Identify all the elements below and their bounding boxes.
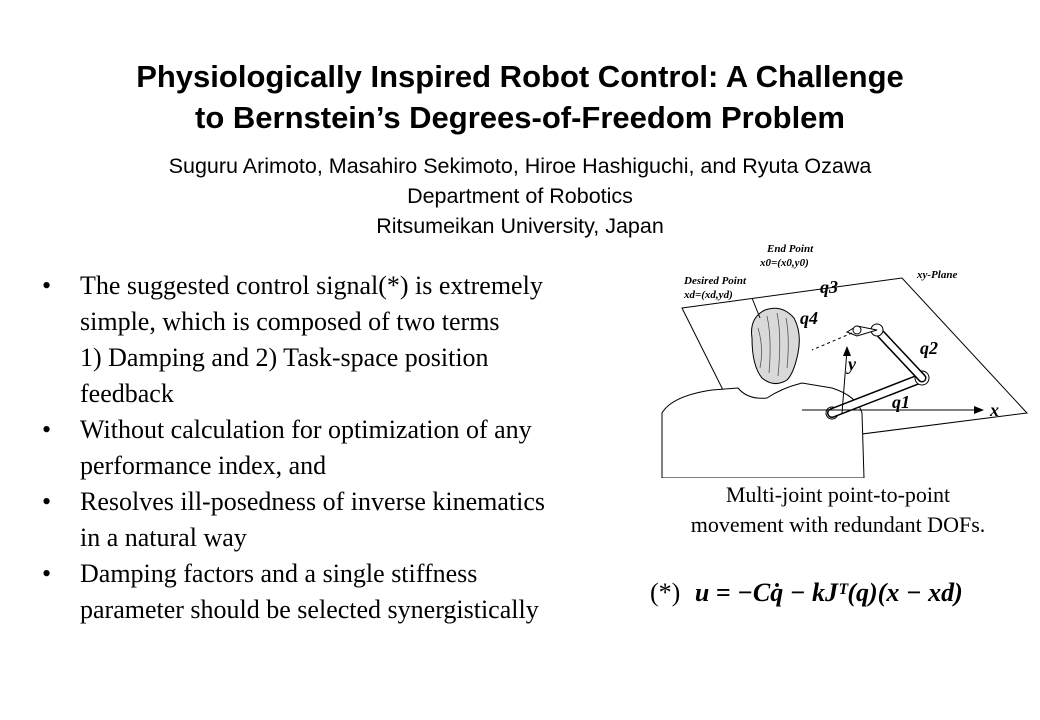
person-body (662, 383, 864, 478)
bullet-line: Damping factors and a single stiffness (80, 559, 478, 588)
bullet-line: Resolves ill-posedness of inverse kinematics (80, 487, 546, 516)
formula-marker: (*) (650, 578, 681, 607)
q3-label: q3 (820, 277, 838, 297)
bullet-list (40, 268, 660, 628)
formula-expression: u = −Cq̇ − kJᵀ(q)(x − xd) (694, 578, 963, 607)
title-line-1: Physiologically Inspired Robot Control: A Challenge (136, 59, 904, 94)
author-names: Suguru Arimoto, Masahiro Sekimoto, Hiroe Hashiguchi, and Ryuta Ozawa (168, 154, 872, 178)
q2-label: q2 (920, 338, 938, 358)
bullet-line: simple, which is composed of two terms (80, 307, 500, 336)
endpoint-dash (812, 333, 852, 350)
joint-q4 (853, 326, 861, 334)
bullet-line: in a natural way (80, 523, 247, 552)
bullet-line: Without calculation for optimization of any (80, 415, 532, 444)
department: Department of Robotics (407, 184, 633, 208)
bullet-marker: • (42, 415, 52, 444)
slide-title (0, 56, 1040, 138)
bullet-line: parameter should be selected synergistically (80, 595, 539, 624)
q1-label: q1 (892, 392, 910, 412)
desired-point-label: Desired Point (684, 275, 747, 287)
caption-line-2: movement with redundant DOFs. (690, 512, 986, 537)
robot-arm-figure (652, 238, 1032, 478)
title-line-2: to Bernstein’s Degrees-of-Freedom Problem (195, 100, 845, 135)
author-block (0, 151, 1040, 241)
q4-label: q4 (800, 308, 818, 328)
bullet-line: feedback (80, 379, 174, 408)
bullet-marker: • (42, 487, 52, 516)
desired-point-coords: xd=(xd,yd) (684, 289, 733, 301)
figure-caption (648, 480, 1028, 540)
y-axis-label: y (848, 354, 856, 374)
end-point-label: End Point (767, 243, 814, 255)
bullet-item (40, 484, 660, 556)
control-formula (650, 576, 1030, 610)
x-axis-label: x (990, 400, 999, 420)
bullet-item (40, 268, 660, 412)
bullet-line: The suggested control signal(*) is extremely (80, 271, 543, 300)
bullet-marker: • (42, 271, 52, 300)
bullet-marker: • (42, 559, 52, 588)
end-point-coords: x0=(x0,y0) (760, 257, 809, 269)
person-head (752, 308, 800, 383)
bullet-item (40, 412, 660, 484)
bullet-line: performance index, and (80, 451, 327, 480)
plane-label: xy-Plane (917, 269, 958, 281)
caption-line-1: Multi-joint point-to-point (725, 482, 951, 507)
affiliation: Ritsumeikan University, Japan (376, 214, 664, 238)
desired-point-leader (752, 298, 760, 318)
bullet-item (40, 556, 660, 628)
bullet-line: 1) Damping and 2) Task-space position (80, 343, 489, 372)
